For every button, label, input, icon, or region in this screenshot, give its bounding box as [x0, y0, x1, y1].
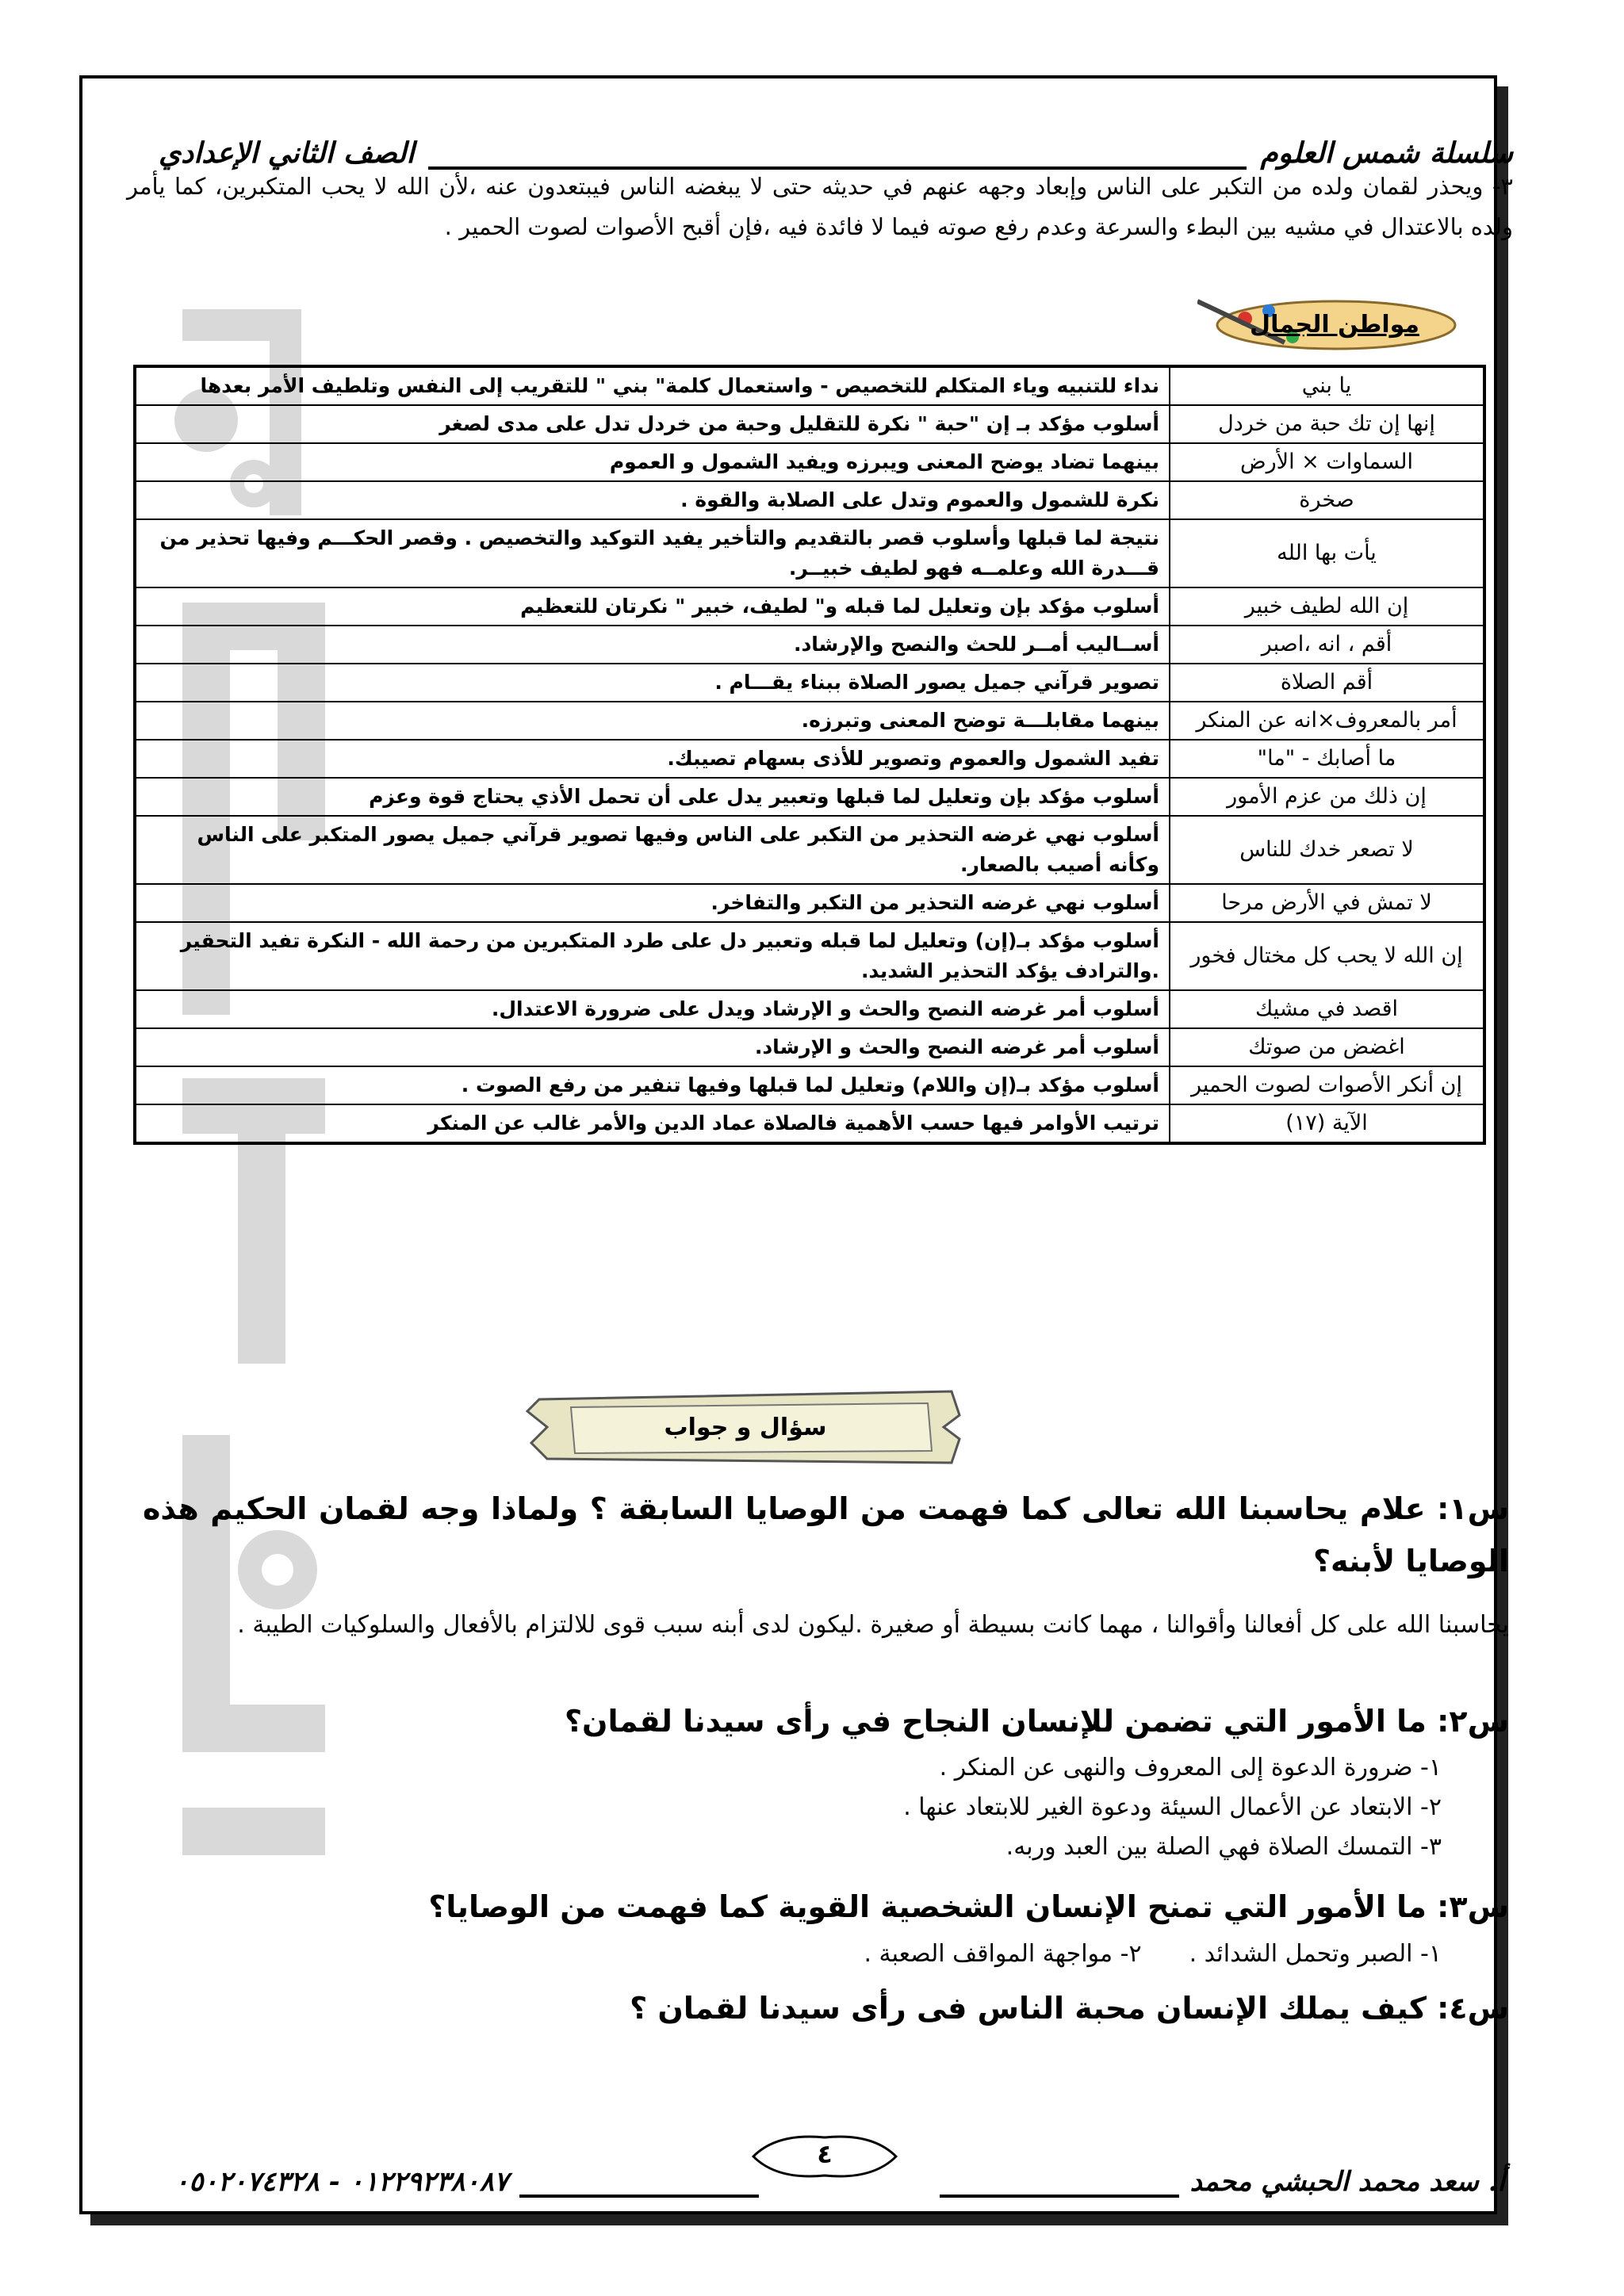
- beauty-row: [135, 922, 1484, 990]
- question-1: س١: علام يحاسبنا الله تعالى كما فهمت من الوصايا السابقة ؟ ولماذا وجه لقمان الحكيم هذه الوصايا لأبنه؟: [143, 1491, 1509, 1578]
- question-2: س٢: ما الأمور التي تضمن للإنسان النجاح في رأى سيدنا لقمان؟: [565, 1704, 1509, 1739]
- intro-paragraph: ٣- ويحذر لقمان ولده من التكبر على الناس وإبعاد وجهه عنهم في حديثه حتى لا يبغضه الناس فيبتعدون عنه ،لأن الله لا يحب المتكبرين، كما يأمر ولده بالاعتدال في مشيه بين البطء والسرعة وعدم رفع صوته فيما لا فائدة فيه ،فإن أقبح الأصوات لصوت الحمير .: [127, 173, 1513, 240]
- page-number-badge: [745, 2131, 904, 2182]
- beauty-term: إن الله لا يحب كل مختال فخور: [1170, 922, 1484, 990]
- phone-numbers: ٠١٢٢٩٢٣٨٠٨٧ - ٠٥٠٢٠٧٤٣٢٨: [174, 2166, 509, 2198]
- beauty-term: الآية (١٧): [1170, 1104, 1484, 1143]
- beauty-explanation: أســاليب أمــر للحث والنصح والإرشاد.: [135, 626, 1170, 664]
- beauty-row: [135, 1104, 1484, 1143]
- beauty-explanation: ترتيب الأوامر فيها حسب الأهمية فالصلاة عماد الدين والأمر غالب عن المنكر: [135, 1104, 1170, 1143]
- answer-1: يحاسبنا الله على كل أفعالنا وأقوالنا ، مهما كانت بسيطة أو صغيرة .ليكون لدى أبنه سبب قوى للالتزام بالأفعال والسلوكيات الطيبة .: [237, 1611, 1509, 1639]
- beauty-term: أمر بالمعروف×انه عن المنكر: [1170, 702, 1484, 740]
- beauty-term: السماوات × الأرض: [1170, 443, 1484, 481]
- beauty-term: أقم الصلاة: [1170, 664, 1484, 702]
- beauty-term: إن أنكر الأصوات لصوت الحمير: [1170, 1066, 1484, 1104]
- beauty-explanation: نكرة للشمول والعموم وتدل على الصلابة والقوة .: [135, 481, 1170, 519]
- beauty-explanation: نداء للتنبيه وياء المتكلم للتخصيص - واستعمال كلمة" بني " للتقريب إلى النفس وتلطيف الأمر بعدها: [135, 366, 1170, 405]
- beauty-explanation: تفيد الشمول والعموم وتصوير للأذى بسهام تصيبك.: [135, 740, 1170, 778]
- footer-rule: [940, 2187, 1179, 2198]
- question-4: س٤: كيف يملك الإنسان محبة الناس فى رأى سيدنا لقمان ؟: [630, 1991, 1509, 2026]
- beauty-explanation: أسلوب مؤكد بـ(إن واللام) وتعليل لما قبلها وفيها تنفير من رفع الصوت .: [135, 1066, 1170, 1104]
- qa-section-title: سؤال و جواب: [664, 1414, 827, 1441]
- beauty-explanation: أسلوب مؤكد بإن وتعليل لما قبلها وتعبير يدل على أن تحمل الأذي يحتاج قوة وعزم: [135, 778, 1170, 816]
- answer-2-item: ٢- الابتعاد عن الأعمال السيئة ودعوة الغير للابتعاد عنها .: [903, 1793, 1442, 1821]
- beauty-term: لا تمش في الأرض مرحا: [1170, 884, 1484, 922]
- beauty-row: [135, 990, 1484, 1028]
- grade-label: الصف الثاني الإعدادي: [159, 136, 415, 170]
- answer-2-item: ١- ضرورة الدعوة إلى المعروف والنهى عن المنكر .: [939, 1754, 1442, 1781]
- beauty-term: إنها إن تك حبة من خردل: [1170, 405, 1484, 443]
- beauty-row: [135, 519, 1484, 587]
- answer-3-item: ١- الصبر وتحمل الشدائد .: [1189, 1940, 1442, 1968]
- footer-rule: [519, 2187, 759, 2198]
- beauty-table: [133, 365, 1486, 1145]
- beauty-explanation: أسلوب أمر غرضه النصح والحث و الإرشاد.: [135, 1028, 1170, 1066]
- beauty-term: لا تصعر خدك للناس: [1170, 816, 1484, 884]
- series-title: سلسلة شمس العلوم: [1260, 136, 1513, 170]
- question-3: س٣: ما الأمور التي تمنح الإنسان الشخصية القوية كما فهمت من الوصايا؟: [428, 1889, 1509, 1924]
- beauty-row: [135, 778, 1484, 816]
- beauty-row: [135, 1066, 1484, 1104]
- beauty-term: اقصد في مشيك: [1170, 990, 1484, 1028]
- beauty-term: اغضض من صوتك: [1170, 1028, 1484, 1066]
- beauty-term: صخرة: [1170, 481, 1484, 519]
- beauty-row: [135, 626, 1484, 664]
- beauty-explanation: أسلوب مؤكد بإن وتعليل لما قبله و" لطيف، خبير " نكرتان للتعظيم: [135, 587, 1170, 626]
- beauty-term: يا بني: [1170, 366, 1484, 405]
- beauty-row: [135, 481, 1484, 519]
- beauty-explanation: أسلوب مؤكد بـ(إن) وتعليل لما قبله وتعبير دل على طرد المتكبرين من رحمة الله - النكرة تفيد التحقير .والترادف يؤكد التحذير الشديد.: [135, 922, 1170, 990]
- beauty-section-badge: [1197, 293, 1459, 354]
- beauty-term: إن الله لطيف خبير: [1170, 587, 1484, 626]
- beauty-term: ما أصابك - "ما": [1170, 740, 1484, 778]
- qa-section-badge: [515, 1383, 975, 1471]
- page-header: [159, 119, 1513, 170]
- beauty-row: [135, 702, 1484, 740]
- beauty-row: [135, 366, 1484, 405]
- answer-2-item: ٣- التمسك الصلاة فهي الصلة بين العبد وربه.: [1005, 1833, 1442, 1861]
- beauty-explanation: أسلوب نهي غرضه التحذير من التكبر والتفاخر.: [135, 884, 1170, 922]
- beauty-explanation: بينهما تضاد يوضح المعنى ويبرزه ويفيد الشمول و العموم: [135, 443, 1170, 481]
- beauty-term: إن ذلك من عزم الأمور: [1170, 778, 1484, 816]
- beauty-row: [135, 405, 1484, 443]
- beauty-row: [135, 816, 1484, 884]
- beauty-row: [135, 884, 1484, 922]
- beauty-row: [135, 587, 1484, 626]
- author-name: أ. سعد محمد الحبشي محمد: [1189, 2166, 1505, 2198]
- beauty-explanation: أسلوب أمر غرضه النصح والحث و الإرشاد ويدل على ضرورة الاعتدال.: [135, 990, 1170, 1028]
- beauty-explanation: أسلوب مؤكد بـ إن "حبة " نكرة للتقليل وحبة من خردل تدل على مدى لصغر: [135, 405, 1170, 443]
- beauty-explanation: أسلوب نهي غرضه التحذير من التكبر على الناس وفيها تصوير قرآني جميل يصور المتكبر على الناس وكأنه أصيب بالصعار.: [135, 816, 1170, 884]
- beauty-row: [135, 664, 1484, 702]
- beauty-row: [135, 443, 1484, 481]
- beauty-row: [135, 1028, 1484, 1066]
- beauty-explanation: نتيجة لما قبلها وأسلوب قصر بالتقديم والتأخير يفيد التوكيد والتخصيص . وقصر الحكـــم وفيها تحذير من قـــدرة الله وعلمــه فهو لطيف خبيــر.: [135, 519, 1170, 587]
- beauty-term: أقم ، انه ،اصبر: [1170, 626, 1484, 664]
- beauty-term: يأت بها الله: [1170, 519, 1484, 587]
- beauty-row: [135, 740, 1484, 778]
- beauty-section-title: مواطن الجمال: [1250, 311, 1419, 339]
- answer-3-item: ٢- مواجهة المواقف الصعبة .: [864, 1940, 1142, 1968]
- page-number: ٤: [817, 2139, 833, 2169]
- beauty-explanation: بينهما مقابلـــة توضح المعنى وتبرزه.: [135, 702, 1170, 740]
- beauty-explanation: تصوير قرآني جميل يصور الصلاة ببناء يقـــام .: [135, 664, 1170, 702]
- answer-3: [143, 1934, 1442, 1974]
